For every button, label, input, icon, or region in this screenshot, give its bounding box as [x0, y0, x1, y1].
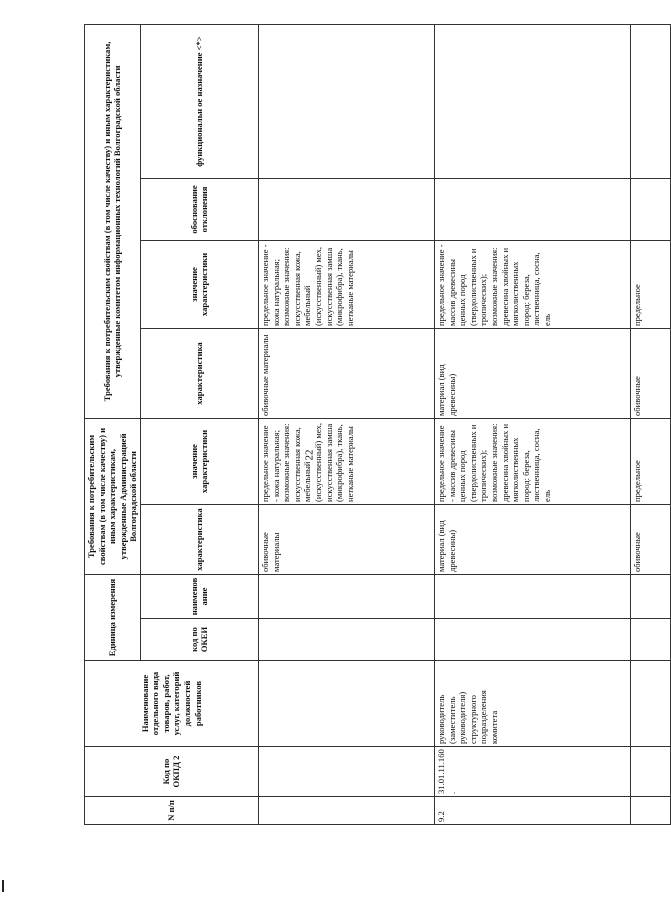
cell-unit-code	[630, 619, 670, 661]
requirements-table	[84, 24, 671, 825]
cell-characteristic-committee: материал (вид древесины)	[434, 328, 630, 418]
cell-value-admin: предельное значение - кожа натуральная; возможные значения: искусственная кожа, мебельный (искусственный) мех, искусственная замша (микрофибра), ткань, нетканые материалы	[258, 418, 434, 504]
cell-okpd: 31.01.11.160.	[434, 747, 630, 797]
header-value-admin: значение характеристики	[140, 418, 258, 504]
table-row	[258, 24, 434, 824]
cell-value-committee: предельное значение - массив древесины ценных пород (твердолиственных и тропических); возможные значения: древесина хвойных и мягколиственных пород: береза, лиственница, сосна, ель	[434, 240, 630, 328]
header-name: Наименование отдельного вида товаров, работ, услуг, категорий должностей работников	[85, 661, 259, 747]
header-num: N п/п	[85, 797, 259, 825]
cell-characteristic-admin: обивочные	[630, 505, 670, 575]
rotated-page	[84, 25, 644, 825]
cell-value-admin: предельное значение - массив древесины ценных пород (твердолиственных и тропических); возможные значения: древесина хвойных и мягколиственных пород: береза, лиственница, сосна, ель	[434, 418, 630, 504]
cell-name	[258, 661, 434, 747]
cell-justification	[434, 178, 630, 240]
cell-unit-name	[258, 575, 434, 619]
cell-okpd	[258, 747, 434, 797]
cell-name	[630, 661, 670, 747]
header-unit: Единица измерения	[85, 575, 141, 661]
cell-name: руководитель (заместитель руководителя) структурного подразделения комитета	[434, 661, 630, 747]
header-row-1	[85, 24, 141, 824]
header-unit-code: код по ОКЕИ	[140, 619, 258, 661]
cell-justification	[258, 178, 434, 240]
header-justification: обоснование отклонения	[140, 178, 258, 240]
cell-value-admin: предельное	[630, 418, 670, 504]
cell-value-committee: предельное значение - кожа натуральная; возможные значения: искусственная кожа, мебельный (искусственный) мех, искусственная замша (микрофибра), ткань, нетканые материалы	[258, 240, 434, 328]
cell-characteristic-committee: обивочные материалы	[258, 328, 434, 418]
cell-num	[258, 797, 434, 825]
cell-characteristic-admin: обивочные материалы	[258, 505, 434, 575]
header-okpd: Код по ОКПД 2	[85, 747, 259, 797]
cell-okpd	[630, 747, 670, 797]
cell-purpose	[630, 24, 670, 178]
cell-value-committee: предельное	[630, 240, 670, 328]
cell-unit-code	[434, 619, 630, 661]
header-characteristic-admin: характеристика	[140, 505, 258, 575]
header-req-committee: Требования к потребительским свойствам (в том числе качеству) и иным характеристикам, утвержденные комитетом информационных технологий Волгоградской области	[85, 24, 141, 418]
header-unit-name: наименов ание	[140, 575, 258, 619]
page-number: 22	[303, 449, 316, 461]
cell-unit-name	[630, 575, 670, 619]
cell-justification	[630, 178, 670, 240]
cell-unit-name	[434, 575, 630, 619]
header-characteristic-committee: характеристика	[140, 328, 258, 418]
cell-characteristic-committee: обивочные	[630, 328, 670, 418]
cell-characteristic-admin: материал (вид древесины)	[434, 505, 630, 575]
header-value-committee: значение характеристики	[140, 240, 258, 328]
cell-num	[630, 797, 670, 825]
cell-num: 9.2	[434, 797, 630, 825]
cell-purpose	[434, 24, 630, 178]
header-req-admin: Требования к потребительским свойствам (в том числе качеству) и иным характеристикам, утвержденные Администрацией Волгоградской области	[85, 418, 141, 574]
cell-unit-code	[258, 619, 434, 661]
header-purpose: функциональн ое назначение <*>	[140, 24, 258, 178]
table-row	[630, 24, 670, 824]
scan-mark	[2, 880, 4, 892]
table-row	[434, 24, 630, 824]
cell-purpose	[258, 24, 434, 178]
